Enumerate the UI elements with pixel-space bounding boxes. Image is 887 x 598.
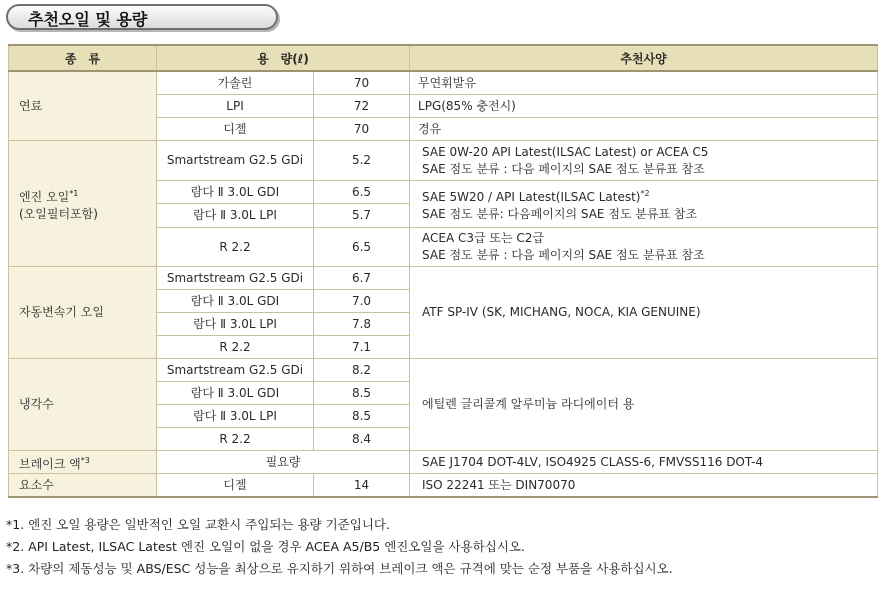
coolant-name: 람다 Ⅱ 3.0L GDI [157, 382, 314, 405]
transmission-value: 7.1 [314, 336, 410, 359]
transmission-value: 7.8 [314, 313, 410, 336]
category-fuel: 연료 [9, 71, 157, 141]
urea-spec: ISO 22241 또는 DIN70070 [410, 474, 878, 498]
urea-name: 디젤 [157, 474, 314, 498]
engine-oil-value: 6.5 [314, 228, 410, 267]
engine-oil-value: 6.5 [314, 181, 410, 204]
coolant-value: 8.5 [314, 382, 410, 405]
header-type: 종 류 [9, 45, 157, 71]
spec-line: SAE 5W20 / API Latest(ILSAC Latest) [422, 190, 641, 204]
spec-line: SAE 점도 분류: 다음페이지의 SAE 점도 분류표 참조 [422, 207, 698, 221]
engine-oil-value: 5.2 [314, 141, 410, 181]
table-row [9, 71, 878, 95]
coolant-value: 8.4 [314, 428, 410, 451]
footnote-ref: *2 [640, 189, 650, 198]
header-capacity: 용 량(ℓ) [157, 45, 410, 71]
coolant-name: R 2.2 [157, 428, 314, 451]
brake-capacity: 필요량 [157, 451, 410, 474]
transmission-value: 6.7 [314, 267, 410, 290]
footnote-1: *1. 엔진 오일 용량은 일반적인 오일 교환시 주입되는 용량 기준입니다. [6, 517, 390, 532]
category-engine-oil [9, 141, 157, 267]
transmission-name: 람다 Ⅱ 3.0L GDI [157, 290, 314, 313]
recommended-oil-table [8, 44, 878, 498]
category-coolant: 냉각수 [9, 359, 157, 451]
engine-oil-label: 엔진 오일 [19, 189, 70, 204]
fuel-name: LPI [157, 95, 314, 118]
footnote-2: *2. API Latest, ILSAC Latest 엔진 오일이 없을 경우 ACEA A5/B5 엔진오일을 사용하십시오. [6, 539, 525, 554]
engine-oil-note: (오일필터포함) [19, 206, 98, 221]
transmission-value: 7.0 [314, 290, 410, 313]
fuel-spec: 무연휘발유 [410, 71, 878, 95]
fuel-name: 디젤 [157, 118, 314, 141]
fuel-value: 70 [314, 118, 410, 141]
spec-line: ACEA C3급 또는 C2급 [422, 231, 545, 245]
engine-oil-value: 5.7 [314, 204, 410, 228]
table-row [9, 451, 878, 474]
brake-spec: SAE J1704 DOT-4LV, ISO4925 CLASS-6, FMVSS116 DOT-4 [410, 451, 878, 474]
section-title: 추천오일 및 용량 [28, 10, 148, 29]
fuel-spec: 경유 [410, 118, 878, 141]
fuel-value: 72 [314, 95, 410, 118]
coolant-name: Smartstream G2.5 GDi [157, 359, 314, 382]
table-row [9, 359, 878, 382]
spec-line: SAE 점도 분류 : 다음 페이지의 SAE 점도 분류표 참조 [422, 248, 705, 262]
transmission-name: Smartstream G2.5 GDi [157, 267, 314, 290]
table-header-row [9, 45, 878, 71]
coolant-value: 8.2 [314, 359, 410, 382]
engine-oil-name: R 2.2 [157, 228, 314, 267]
engine-oil-name: 람다 Ⅱ 3.0L GDI [157, 181, 314, 204]
header-spec: 추천사양 [410, 45, 878, 71]
fuel-value: 70 [314, 71, 410, 95]
table-row [9, 141, 878, 181]
spec-line: SAE 0W-20 API Latest(ILSAC Latest) or ACEA C5 [422, 144, 709, 159]
section-title-pill [6, 4, 278, 30]
footnote-3: *3. 차량의 제동성능 및 ABS/ESC 성능을 최상으로 유지하기 위하여 브레이크 액은 규격에 맞는 순정 부품을 사용하십시오. [6, 561, 673, 576]
transmission-spec: ATF SP-IV (SK, MICHANG, NOCA, KIA GENUINE) [410, 267, 878, 359]
category-brake-fluid [9, 451, 157, 474]
engine-oil-spec-1 [410, 141, 878, 181]
urea-value: 14 [314, 474, 410, 498]
transmission-name: R 2.2 [157, 336, 314, 359]
fuel-spec: LPG(85% 충전시) [410, 95, 878, 118]
transmission-name: 람다 Ⅱ 3.0L LPI [157, 313, 314, 336]
coolant-spec: 에틸렌 글리콜계 알루미늄 라디에이터 용 [410, 359, 878, 451]
engine-oil-spec-2 [410, 181, 878, 228]
brake-fluid-label: 브레이크 액 [19, 456, 81, 471]
table-row [9, 267, 878, 290]
engine-oil-name: Smartstream G2.5 GDi [157, 141, 314, 181]
footnote-ref: *3 [80, 455, 90, 465]
fuel-name: 가솔린 [157, 71, 314, 95]
engine-oil-spec-3 [410, 228, 878, 267]
category-transmission: 자동변속기 오일 [9, 267, 157, 359]
table-row [9, 474, 878, 498]
footnote-ref: *1 [69, 188, 79, 198]
coolant-name: 람다 Ⅱ 3.0L LPI [157, 405, 314, 428]
coolant-value: 8.5 [314, 405, 410, 428]
footnotes [6, 514, 673, 580]
spec-line: SAE 점도 분류 : 다음 페이지의 SAE 점도 분류표 참조 [422, 161, 705, 176]
engine-oil-name: 람다 Ⅱ 3.0L LPI [157, 204, 314, 228]
category-urea: 요소수 [9, 474, 157, 498]
